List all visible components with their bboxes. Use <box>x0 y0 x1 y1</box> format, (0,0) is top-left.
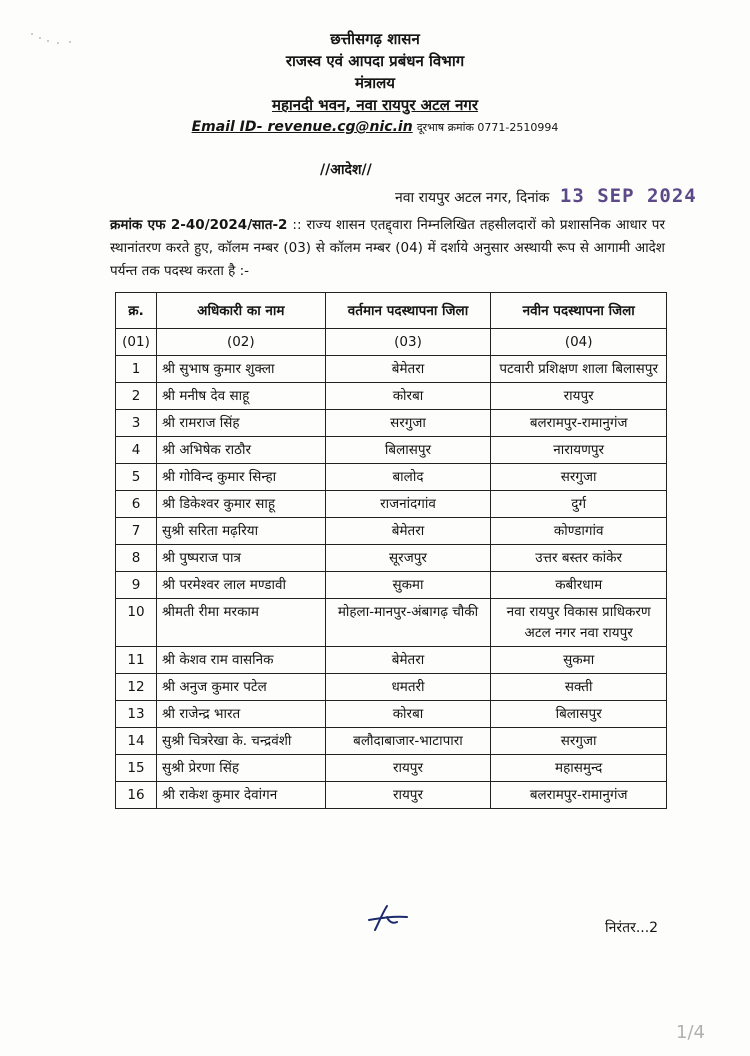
new-district-cell: उत्तर बस्तर कांकेर <box>491 545 667 572</box>
table-row <box>116 545 667 572</box>
current-district-cell: रायपुर <box>325 782 491 809</box>
table-row <box>116 728 667 755</box>
order-number: क्रमांक एफ 2-40/2024/सात-2 <box>110 217 288 233</box>
officer-name-cell: श्री गोविन्द कुमार सिन्हा <box>156 464 325 491</box>
serial-cell: 5 <box>116 464 157 491</box>
new-district-cell: बलरामपुर-रामानुगंज <box>491 782 667 809</box>
place-date-prefix: नवा रायपुर अटल नगर, दिनांक <box>395 190 550 206</box>
officer-name-cell: श्री सुभाष कुमार शुक्ला <box>156 356 325 383</box>
current-district-cell: धमतरी <box>325 674 491 701</box>
phone-number: दूरभाष क्रमांक 0771-2510994 <box>416 121 559 134</box>
colnum-4: (04) <box>491 329 667 356</box>
current-district-cell: बेमेतरा <box>325 518 491 545</box>
serial-cell: 3 <box>116 410 157 437</box>
new-district-cell: दुर्ग <box>491 491 667 518</box>
transfer-table <box>115 292 667 809</box>
current-district-cell: राजनांदगांव <box>325 491 491 518</box>
table-row <box>116 701 667 728</box>
current-district-cell: बलौदाबाजार-भाटापारा <box>325 728 491 755</box>
new-district-cell: सरगुजा <box>491 728 667 755</box>
table-row <box>116 356 667 383</box>
header-current-district: वर्तमान पदस्थापना जिला <box>325 293 491 329</box>
officer-name-cell: श्री राकेश कुमार देवांगन <box>156 782 325 809</box>
serial-cell: 14 <box>116 728 157 755</box>
current-district-cell: सरगुजा <box>325 410 491 437</box>
place-date <box>395 185 697 207</box>
officer-name-cell: श्री डिकेश्वर कुमार साहू <box>156 491 325 518</box>
current-district-cell: कोरबा <box>325 383 491 410</box>
serial-cell: 10 <box>116 599 157 647</box>
email-id[interactable]: Email ID- revenue.cg@nic.in <box>191 119 413 135</box>
table-row <box>116 464 667 491</box>
address-line: महानदी भवन, नवा रायपुर अटल नगर <box>271 96 479 114</box>
officer-name-cell: सुश्री सरिता मढ़रिया <box>156 518 325 545</box>
serial-cell: 9 <box>116 572 157 599</box>
column-number-row <box>116 329 667 356</box>
officer-name-cell: श्रीमती रीमा मरकाम <box>156 599 325 647</box>
letterhead <box>0 28 750 139</box>
current-district-cell: बेमेतरा <box>325 647 491 674</box>
header-officer-name: अधिकारी का नाम <box>156 293 325 329</box>
department-name: राजस्व एवं आपदा प्रबंधन विभाग <box>285 52 465 70</box>
table-row <box>116 674 667 701</box>
serial-cell: 2 <box>116 383 157 410</box>
officer-name-cell: श्री परमेश्वर लाल मण्डावी <box>156 572 325 599</box>
officer-name-cell: श्री केशव राम वासनिक <box>156 647 325 674</box>
table-row <box>116 647 667 674</box>
signature-mark <box>363 900 413 936</box>
serial-cell: 1 <box>116 356 157 383</box>
current-district-cell: सूरजपुर <box>325 545 491 572</box>
table-row <box>116 572 667 599</box>
officer-name-cell: श्री पुष्पराज पात्र <box>156 545 325 572</box>
new-district-cell: बलरामपुर-रामानुगंज <box>491 410 667 437</box>
new-district-cell: नारायणपुर <box>491 437 667 464</box>
new-district-cell: कबीरधाम <box>491 572 667 599</box>
serial-cell: 6 <box>116 491 157 518</box>
current-district-cell: बालोद <box>325 464 491 491</box>
officer-name-cell: श्री अनुज कुमार पटेल <box>156 674 325 701</box>
officer-name-cell: श्री मनीष देव साहू <box>156 383 325 410</box>
table-row <box>116 755 667 782</box>
date-stamp: 13 SEP 2024 <box>559 185 697 207</box>
current-district-cell: बेमेतरा <box>325 356 491 383</box>
table-row <box>116 518 667 545</box>
new-district-cell: कोण्डागांव <box>491 518 667 545</box>
new-district-cell: सक्ती <box>491 674 667 701</box>
table-row <box>116 782 667 809</box>
contact-line <box>0 116 750 139</box>
ministry-label: मंत्रालय <box>354 74 395 92</box>
officer-name-cell: सुश्री चित्ररेखा के. चन्द्रवंशी <box>156 728 325 755</box>
serial-cell: 16 <box>116 782 157 809</box>
new-district-cell: सरगुजा <box>491 464 667 491</box>
officer-name-cell: श्री राजेन्द्र भारत <box>156 701 325 728</box>
table-row <box>116 491 667 518</box>
serial-cell: 12 <box>116 674 157 701</box>
order-title: //आदेश// <box>320 162 372 178</box>
new-district-cell: महासमुन्द <box>491 755 667 782</box>
header-serial: क्र. <box>116 293 157 329</box>
current-district-cell: कोरबा <box>325 701 491 728</box>
table-row <box>116 410 667 437</box>
colnum-3: (03) <box>325 329 491 356</box>
header-new-district: नवीन पदस्थापना जिला <box>491 293 667 329</box>
new-district-cell: नवा रायपुर विकास प्राधिकरण अटल नगर नवा रायपुर <box>491 599 667 647</box>
officer-name-cell: श्री रामराज सिंह <box>156 410 325 437</box>
colnum-1: (01) <box>116 329 157 356</box>
new-district-cell: पटवारी प्रशिक्षण शाला बिलासपुर <box>491 356 667 383</box>
current-district-cell: सुकमा <box>325 572 491 599</box>
serial-cell: 11 <box>116 647 157 674</box>
table-row <box>116 383 667 410</box>
colnum-2: (02) <box>156 329 325 356</box>
table-row <box>116 599 667 647</box>
page-number: 1/4 <box>676 1022 705 1043</box>
order-text: :: राज्य शासन एतद्द्वारा निम्नलिखित तहसीलदारों को प्रशासनिक आधार पर स्थानांतरण करते हुए, कॉलम नम्बर (03) से कॉलम नम्बर (04) में दर्शाये अनुसार अस्थायी रूप से आगामी आदेश पर्यन्त तक पदस्थ करता है :- <box>110 217 665 279</box>
table-row <box>116 437 667 464</box>
new-district-cell: रायपुर <box>491 383 667 410</box>
serial-cell: 13 <box>116 701 157 728</box>
serial-cell: 8 <box>116 545 157 572</box>
current-district-cell: रायपुर <box>325 755 491 782</box>
serial-cell: 4 <box>116 437 157 464</box>
officer-name-cell: श्री अभिषेक राठौर <box>156 437 325 464</box>
serial-cell: 7 <box>116 518 157 545</box>
govt-name: छत्तीसगढ़ शासन <box>330 30 420 48</box>
current-district-cell: मोहला-मानपुर-अंबागढ़ चौकी <box>325 599 491 647</box>
table-header-row <box>116 293 667 329</box>
new-district-cell: बिलासपुर <box>491 701 667 728</box>
serial-cell: 15 <box>116 755 157 782</box>
current-district-cell: बिलासपुर <box>325 437 491 464</box>
continued-label: निरंतर...2 <box>605 920 659 936</box>
officer-name-cell: सुश्री प्रेरणा सिंह <box>156 755 325 782</box>
new-district-cell: सुकमा <box>491 647 667 674</box>
order-paragraph <box>110 214 665 283</box>
